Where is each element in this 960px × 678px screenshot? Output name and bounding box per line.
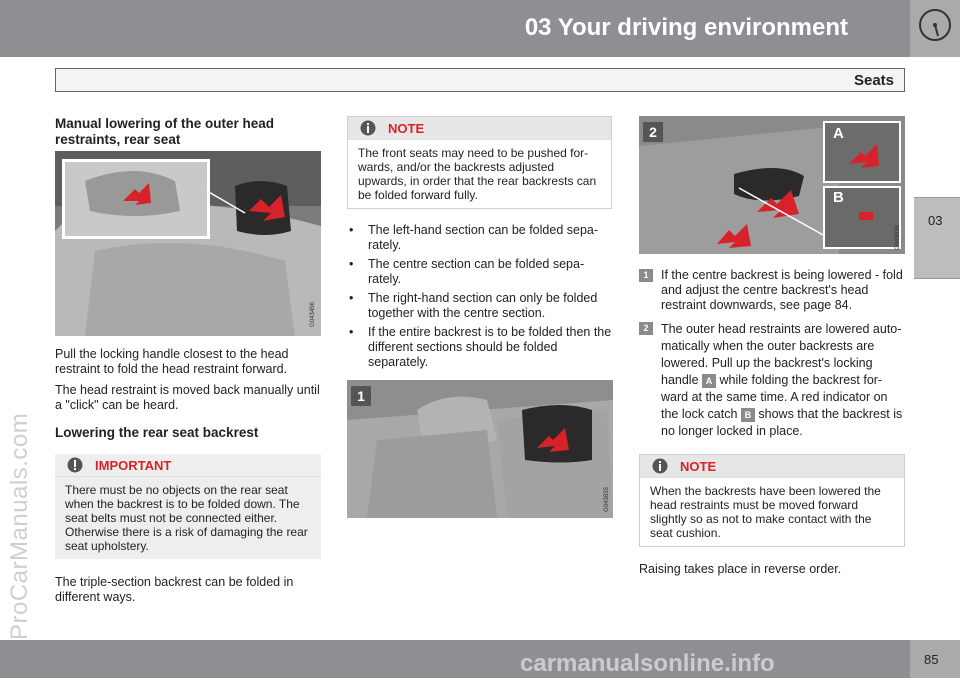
photo-backrest-2: [639, 116, 905, 254]
marker-a: A: [702, 374, 716, 388]
marker-b: B: [741, 408, 755, 422]
warning-icon: [67, 457, 83, 473]
paragraph-raising: Raising takes place in reverse order.: [639, 562, 842, 576]
gauge-icon: [918, 8, 952, 42]
page-number: 85: [924, 652, 939, 667]
list-item: • The centre section can be folded sepa-rately.: [347, 257, 612, 287]
photo-backrest-1: [347, 380, 613, 518]
chapter-header: [0, 0, 910, 57]
note-callout-1: [347, 116, 612, 209]
image-code: G043836: [894, 225, 901, 250]
image-code: G043456: [309, 302, 316, 327]
info-icon: [652, 458, 668, 474]
chapter-title: 03 Your driving environment: [524, 14, 848, 41]
page-number-box: [910, 640, 960, 678]
chapter-icon-box: [910, 0, 960, 57]
heading-manual-lowering: Manual lowering of the outer head restraints, rear seat: [55, 116, 275, 147]
photo-backrest-1-art: [347, 380, 613, 518]
note-label-2: NOTE: [680, 459, 717, 474]
step-1: [639, 268, 905, 313]
important-header: [55, 454, 321, 477]
watermark-bottom: carmanualsonline.info: [520, 650, 775, 677]
note-header-1: [348, 117, 611, 140]
image-code: G043835: [603, 487, 610, 512]
photo-backrest-2-art: [639, 116, 905, 254]
step-2-text-a: The outer head restraints are lowered auto-matically when the outer backrests are lowered. Pull up the backrest's locking handle: [661, 322, 902, 387]
paragraph-click: The head restraint is moved back manually until a "click" can be heard.: [55, 383, 320, 412]
note-text-2: When the backrests have been lowered the head restraints must be moved forward slightly so as not to make contact with the seat cushion.: [640, 478, 904, 546]
image-label: 2: [649, 124, 657, 140]
heading-lowering-backrest: Lowering the rear seat backrest: [55, 425, 259, 440]
photo-head-restraint: [55, 151, 321, 336]
list-item: • The left-hand section can be folded sepa-rately.: [347, 223, 612, 253]
section-title-bar: [55, 68, 905, 92]
important-label: IMPORTANT: [95, 458, 172, 473]
list-item: • The right-hand section can only be folded together with the centre section.: [347, 291, 612, 321]
inset-label-b: B: [833, 189, 844, 206]
info-icon: [360, 120, 376, 136]
inset-label-a: A: [833, 125, 844, 142]
image-label: 1: [357, 388, 365, 404]
step-2-text-c: shows that the backrest is no longer locked in place.: [661, 407, 903, 438]
backrest-options-list: [347, 223, 612, 370]
important-text: There must be no objects on the rear seat when the backrest is to be folded down. The seat belts must not be connected either. Otherwise there is a risk of damaging the rear seat upholstery.: [65, 483, 308, 553]
section-title: Seats: [853, 72, 894, 89]
step-2-text-b: while folding the backrest for-ward at the same time. A red indicator on the lock catch: [661, 373, 888, 421]
column-1: [55, 116, 321, 605]
chapter-side-tab: [914, 197, 960, 279]
step-1-text: If the centre backrest is being lowered - fold and adjust the centre backrest's head restraint downwards, see page 84.: [661, 268, 903, 312]
step-2: [639, 321, 905, 440]
note-label-1: NOTE: [388, 121, 425, 136]
list-item: • If the entire backrest is to be folded then the different sections should be folded separately.: [347, 325, 612, 370]
note-text-1: The front seats may need to be pushed for-wards, and/or the backrests adjusted upwards, in order that the rear backrests can be folded forward fully.: [348, 140, 611, 208]
note-callout-2: [639, 454, 905, 547]
important-callout: [55, 454, 321, 559]
photo-head-restraint-art: [55, 151, 321, 336]
watermark-left: ProCarManuals.com: [6, 412, 33, 640]
step-marker-2: 2: [639, 322, 653, 335]
side-tab-number: 03: [928, 213, 943, 228]
paragraph-pull-handle: Pull the locking handle closest to the head restraint to fold the head restraint forward.: [55, 347, 289, 376]
step-marker-1: 1: [639, 269, 653, 282]
note-header-2: [640, 455, 904, 478]
column-2: [347, 116, 612, 518]
column-3: [639, 116, 905, 577]
paragraph-triple-section: The triple-section backrest can be folded in different ways.: [55, 575, 294, 604]
